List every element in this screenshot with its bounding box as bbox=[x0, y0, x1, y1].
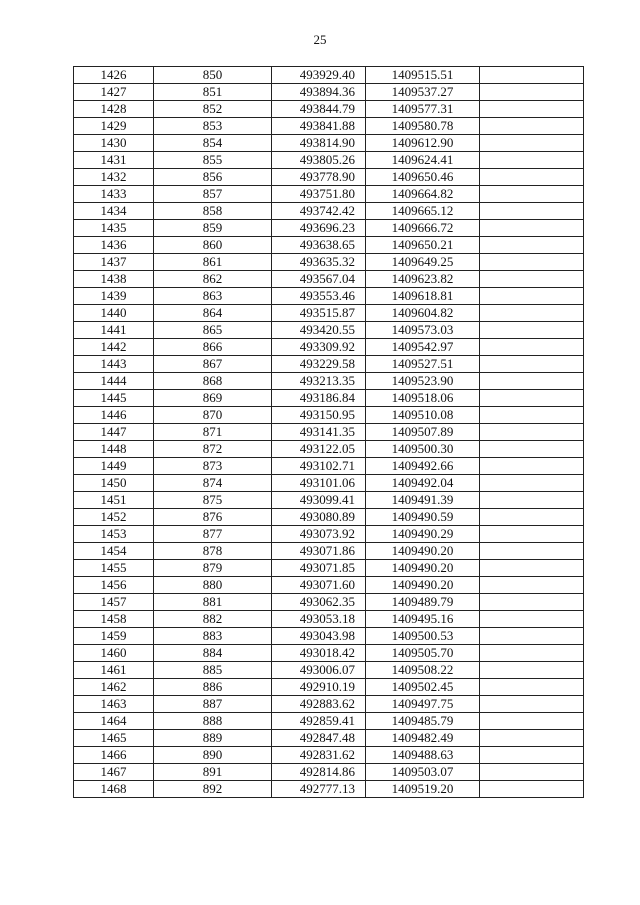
point-number-cell: 861 bbox=[154, 254, 272, 271]
y-coordinate-cell: 1409489.79 bbox=[366, 594, 480, 611]
row-index-cell: 1449 bbox=[74, 458, 154, 475]
x-coordinate-cell: 493053.18 bbox=[272, 611, 366, 628]
point-number-cell: 876 bbox=[154, 509, 272, 526]
empty-cell bbox=[480, 730, 584, 747]
y-coordinate-cell: 1409490.20 bbox=[366, 577, 480, 594]
row-index-cell: 1457 bbox=[74, 594, 154, 611]
table-row bbox=[74, 186, 584, 203]
y-coordinate-cell: 1409500.53 bbox=[366, 628, 480, 645]
empty-cell bbox=[480, 628, 584, 645]
empty-cell bbox=[480, 356, 584, 373]
y-coordinate-cell: 1409492.04 bbox=[366, 475, 480, 492]
empty-cell bbox=[480, 475, 584, 492]
point-number-cell: 881 bbox=[154, 594, 272, 611]
y-coordinate-cell: 1409490.20 bbox=[366, 560, 480, 577]
empty-cell bbox=[480, 254, 584, 271]
row-index-cell: 1460 bbox=[74, 645, 154, 662]
y-coordinate-cell: 1409515.51 bbox=[366, 67, 480, 84]
x-coordinate-cell: 492883.62 bbox=[272, 696, 366, 713]
row-index-cell: 1451 bbox=[74, 492, 154, 509]
y-coordinate-cell: 1409577.31 bbox=[366, 101, 480, 118]
table-row bbox=[74, 339, 584, 356]
y-coordinate-cell: 1409510.08 bbox=[366, 407, 480, 424]
point-number-cell: 873 bbox=[154, 458, 272, 475]
table-row bbox=[74, 594, 584, 611]
point-number-cell: 869 bbox=[154, 390, 272, 407]
row-index-cell: 1442 bbox=[74, 339, 154, 356]
point-number-cell: 892 bbox=[154, 781, 272, 798]
table-row bbox=[74, 509, 584, 526]
row-index-cell: 1429 bbox=[74, 118, 154, 135]
row-index-cell: 1453 bbox=[74, 526, 154, 543]
table-row bbox=[74, 543, 584, 560]
y-coordinate-cell: 1409650.46 bbox=[366, 169, 480, 186]
empty-cell bbox=[480, 203, 584, 220]
point-number-cell: 889 bbox=[154, 730, 272, 747]
point-number-cell: 868 bbox=[154, 373, 272, 390]
y-coordinate-cell: 1409664.82 bbox=[366, 186, 480, 203]
row-index-cell: 1450 bbox=[74, 475, 154, 492]
x-coordinate-cell: 493071.60 bbox=[272, 577, 366, 594]
empty-cell bbox=[480, 747, 584, 764]
row-index-cell: 1463 bbox=[74, 696, 154, 713]
empty-cell bbox=[480, 509, 584, 526]
row-index-cell: 1438 bbox=[74, 271, 154, 288]
empty-cell bbox=[480, 543, 584, 560]
y-coordinate-cell: 1409482.49 bbox=[366, 730, 480, 747]
x-coordinate-cell: 493101.06 bbox=[272, 475, 366, 492]
x-coordinate-cell: 492859.41 bbox=[272, 713, 366, 730]
x-coordinate-cell: 493841.88 bbox=[272, 118, 366, 135]
y-coordinate-cell: 1409490.29 bbox=[366, 526, 480, 543]
x-coordinate-cell: 493567.04 bbox=[272, 271, 366, 288]
empty-cell bbox=[480, 560, 584, 577]
y-coordinate-cell: 1409488.63 bbox=[366, 747, 480, 764]
table-row bbox=[74, 577, 584, 594]
point-number-cell: 850 bbox=[154, 67, 272, 84]
empty-cell bbox=[480, 781, 584, 798]
x-coordinate-cell: 493696.23 bbox=[272, 220, 366, 237]
empty-cell bbox=[480, 441, 584, 458]
row-index-cell: 1448 bbox=[74, 441, 154, 458]
x-coordinate-cell: 493635.32 bbox=[272, 254, 366, 271]
row-index-cell: 1433 bbox=[74, 186, 154, 203]
y-coordinate-cell: 1409485.79 bbox=[366, 713, 480, 730]
point-number-cell: 862 bbox=[154, 271, 272, 288]
table-row bbox=[74, 373, 584, 390]
row-index-cell: 1455 bbox=[74, 560, 154, 577]
empty-cell bbox=[480, 390, 584, 407]
row-index-cell: 1466 bbox=[74, 747, 154, 764]
y-coordinate-cell: 1409500.30 bbox=[366, 441, 480, 458]
x-coordinate-cell: 493742.42 bbox=[272, 203, 366, 220]
empty-cell bbox=[480, 186, 584, 203]
y-coordinate-cell: 1409497.75 bbox=[366, 696, 480, 713]
row-index-cell: 1434 bbox=[74, 203, 154, 220]
table-row bbox=[74, 152, 584, 169]
table-row bbox=[74, 713, 584, 730]
empty-cell bbox=[480, 67, 584, 84]
empty-cell bbox=[480, 271, 584, 288]
table-row bbox=[74, 254, 584, 271]
x-coordinate-cell: 493814.90 bbox=[272, 135, 366, 152]
point-number-cell: 859 bbox=[154, 220, 272, 237]
y-coordinate-cell: 1409612.90 bbox=[366, 135, 480, 152]
row-index-cell: 1447 bbox=[74, 424, 154, 441]
point-number-cell: 878 bbox=[154, 543, 272, 560]
x-coordinate-cell: 493929.40 bbox=[272, 67, 366, 84]
x-coordinate-cell: 493213.35 bbox=[272, 373, 366, 390]
row-index-cell: 1462 bbox=[74, 679, 154, 696]
point-number-cell: 851 bbox=[154, 84, 272, 101]
empty-cell bbox=[480, 492, 584, 509]
y-coordinate-cell: 1409490.20 bbox=[366, 543, 480, 560]
x-coordinate-cell: 493844.79 bbox=[272, 101, 366, 118]
row-index-cell: 1432 bbox=[74, 169, 154, 186]
y-coordinate-cell: 1409624.41 bbox=[366, 152, 480, 169]
x-coordinate-cell: 492847.48 bbox=[272, 730, 366, 747]
table-row bbox=[74, 611, 584, 628]
point-number-cell: 858 bbox=[154, 203, 272, 220]
row-index-cell: 1440 bbox=[74, 305, 154, 322]
table-row bbox=[74, 645, 584, 662]
row-index-cell: 1426 bbox=[74, 67, 154, 84]
table-row bbox=[74, 526, 584, 543]
empty-cell bbox=[480, 424, 584, 441]
row-index-cell: 1456 bbox=[74, 577, 154, 594]
table-row bbox=[74, 764, 584, 781]
row-index-cell: 1468 bbox=[74, 781, 154, 798]
table-row bbox=[74, 407, 584, 424]
y-coordinate-cell: 1409573.03 bbox=[366, 322, 480, 339]
table-row bbox=[74, 475, 584, 492]
x-coordinate-cell: 493150.95 bbox=[272, 407, 366, 424]
point-number-cell: 854 bbox=[154, 135, 272, 152]
point-number-cell: 853 bbox=[154, 118, 272, 135]
point-number-cell: 864 bbox=[154, 305, 272, 322]
table-row bbox=[74, 271, 584, 288]
point-number-cell: 877 bbox=[154, 526, 272, 543]
row-index-cell: 1459 bbox=[74, 628, 154, 645]
x-coordinate-cell: 493006.07 bbox=[272, 662, 366, 679]
table-row bbox=[74, 101, 584, 118]
point-number-cell: 882 bbox=[154, 611, 272, 628]
y-coordinate-cell: 1409503.07 bbox=[366, 764, 480, 781]
row-index-cell: 1441 bbox=[74, 322, 154, 339]
row-index-cell: 1467 bbox=[74, 764, 154, 781]
point-number-cell: 883 bbox=[154, 628, 272, 645]
point-number-cell: 860 bbox=[154, 237, 272, 254]
point-number-cell: 880 bbox=[154, 577, 272, 594]
empty-cell bbox=[480, 169, 584, 186]
table-row bbox=[74, 237, 584, 254]
row-index-cell: 1436 bbox=[74, 237, 154, 254]
empty-cell bbox=[480, 611, 584, 628]
y-coordinate-cell: 1409507.89 bbox=[366, 424, 480, 441]
empty-cell bbox=[480, 152, 584, 169]
x-coordinate-cell: 493553.46 bbox=[272, 288, 366, 305]
row-index-cell: 1461 bbox=[74, 662, 154, 679]
x-coordinate-cell: 493894.36 bbox=[272, 84, 366, 101]
point-number-cell: 865 bbox=[154, 322, 272, 339]
table-row bbox=[74, 203, 584, 220]
point-number-cell: 870 bbox=[154, 407, 272, 424]
y-coordinate-cell: 1409604.82 bbox=[366, 305, 480, 322]
page-number: 25 bbox=[313, 32, 327, 47]
y-coordinate-cell: 1409505.70 bbox=[366, 645, 480, 662]
empty-cell bbox=[480, 662, 584, 679]
coordinates-table bbox=[73, 66, 584, 798]
y-coordinate-cell: 1409650.21 bbox=[366, 237, 480, 254]
row-index-cell: 1454 bbox=[74, 543, 154, 560]
y-coordinate-cell: 1409527.51 bbox=[366, 356, 480, 373]
y-coordinate-cell: 1409580.78 bbox=[366, 118, 480, 135]
x-coordinate-cell: 493071.86 bbox=[272, 543, 366, 560]
x-coordinate-cell: 493122.05 bbox=[272, 441, 366, 458]
x-coordinate-cell: 492831.62 bbox=[272, 747, 366, 764]
point-number-cell: 857 bbox=[154, 186, 272, 203]
row-index-cell: 1427 bbox=[74, 84, 154, 101]
row-index-cell: 1437 bbox=[74, 254, 154, 271]
table-row bbox=[74, 305, 584, 322]
table-row bbox=[74, 628, 584, 645]
table-row bbox=[74, 118, 584, 135]
empty-cell bbox=[480, 135, 584, 152]
x-coordinate-cell: 493309.92 bbox=[272, 339, 366, 356]
empty-cell bbox=[480, 237, 584, 254]
table-row bbox=[74, 730, 584, 747]
empty-cell bbox=[480, 84, 584, 101]
table-row bbox=[74, 781, 584, 798]
y-coordinate-cell: 1409623.82 bbox=[366, 271, 480, 288]
point-number-cell: 872 bbox=[154, 441, 272, 458]
point-number-cell: 885 bbox=[154, 662, 272, 679]
point-number-cell: 863 bbox=[154, 288, 272, 305]
x-coordinate-cell: 492777.13 bbox=[272, 781, 366, 798]
table-row bbox=[74, 662, 584, 679]
y-coordinate-cell: 1409665.12 bbox=[366, 203, 480, 220]
y-coordinate-cell: 1409537.27 bbox=[366, 84, 480, 101]
y-coordinate-cell: 1409542.97 bbox=[366, 339, 480, 356]
empty-cell bbox=[480, 645, 584, 662]
table-row bbox=[74, 696, 584, 713]
y-coordinate-cell: 1409523.90 bbox=[366, 373, 480, 390]
row-index-cell: 1464 bbox=[74, 713, 154, 730]
y-coordinate-cell: 1409502.45 bbox=[366, 679, 480, 696]
empty-cell bbox=[480, 322, 584, 339]
y-coordinate-cell: 1409492.66 bbox=[366, 458, 480, 475]
point-number-cell: 855 bbox=[154, 152, 272, 169]
row-index-cell: 1435 bbox=[74, 220, 154, 237]
table-body bbox=[74, 67, 584, 798]
empty-cell bbox=[480, 373, 584, 390]
row-index-cell: 1430 bbox=[74, 135, 154, 152]
x-coordinate-cell: 493018.42 bbox=[272, 645, 366, 662]
y-coordinate-cell: 1409649.25 bbox=[366, 254, 480, 271]
x-coordinate-cell: 492814.86 bbox=[272, 764, 366, 781]
x-coordinate-cell: 493805.26 bbox=[272, 152, 366, 169]
table-row bbox=[74, 679, 584, 696]
point-number-cell: 886 bbox=[154, 679, 272, 696]
table-row bbox=[74, 441, 584, 458]
empty-cell bbox=[480, 526, 584, 543]
row-index-cell: 1452 bbox=[74, 509, 154, 526]
empty-cell bbox=[480, 458, 584, 475]
empty-cell bbox=[480, 118, 584, 135]
x-coordinate-cell: 493080.89 bbox=[272, 509, 366, 526]
table-row bbox=[74, 169, 584, 186]
table-row bbox=[74, 492, 584, 509]
empty-cell bbox=[480, 101, 584, 118]
point-number-cell: 852 bbox=[154, 101, 272, 118]
x-coordinate-cell: 493186.84 bbox=[272, 390, 366, 407]
table-row bbox=[74, 560, 584, 577]
table-row bbox=[74, 220, 584, 237]
table-row bbox=[74, 288, 584, 305]
empty-cell bbox=[480, 288, 584, 305]
table-row bbox=[74, 135, 584, 152]
point-number-cell: 874 bbox=[154, 475, 272, 492]
x-coordinate-cell: 493062.35 bbox=[272, 594, 366, 611]
x-coordinate-cell: 493515.87 bbox=[272, 305, 366, 322]
point-number-cell: 866 bbox=[154, 339, 272, 356]
x-coordinate-cell: 493751.80 bbox=[272, 186, 366, 203]
x-coordinate-cell: 493420.55 bbox=[272, 322, 366, 339]
empty-cell bbox=[480, 713, 584, 730]
table-row bbox=[74, 747, 584, 764]
x-coordinate-cell: 493778.90 bbox=[272, 169, 366, 186]
point-number-cell: 867 bbox=[154, 356, 272, 373]
row-index-cell: 1446 bbox=[74, 407, 154, 424]
x-coordinate-cell: 493141.35 bbox=[272, 424, 366, 441]
row-index-cell: 1439 bbox=[74, 288, 154, 305]
row-index-cell: 1444 bbox=[74, 373, 154, 390]
point-number-cell: 856 bbox=[154, 169, 272, 186]
x-coordinate-cell: 493638.65 bbox=[272, 237, 366, 254]
y-coordinate-cell: 1409495.16 bbox=[366, 611, 480, 628]
x-coordinate-cell: 493229.58 bbox=[272, 356, 366, 373]
table-row bbox=[74, 390, 584, 407]
y-coordinate-cell: 1409490.59 bbox=[366, 509, 480, 526]
table-row bbox=[74, 424, 584, 441]
point-number-cell: 871 bbox=[154, 424, 272, 441]
point-number-cell: 891 bbox=[154, 764, 272, 781]
y-coordinate-cell: 1409666.72 bbox=[366, 220, 480, 237]
x-coordinate-cell: 493073.92 bbox=[272, 526, 366, 543]
empty-cell bbox=[480, 594, 584, 611]
point-number-cell: 890 bbox=[154, 747, 272, 764]
table-row bbox=[74, 322, 584, 339]
empty-cell bbox=[480, 220, 584, 237]
y-coordinate-cell: 1409518.06 bbox=[366, 390, 480, 407]
table-row bbox=[74, 356, 584, 373]
point-number-cell: 888 bbox=[154, 713, 272, 730]
empty-cell bbox=[480, 764, 584, 781]
point-number-cell: 887 bbox=[154, 696, 272, 713]
row-index-cell: 1443 bbox=[74, 356, 154, 373]
point-number-cell: 884 bbox=[154, 645, 272, 662]
point-number-cell: 879 bbox=[154, 560, 272, 577]
empty-cell bbox=[480, 407, 584, 424]
point-number-cell: 875 bbox=[154, 492, 272, 509]
empty-cell bbox=[480, 339, 584, 356]
row-index-cell: 1445 bbox=[74, 390, 154, 407]
table-row bbox=[74, 84, 584, 101]
row-index-cell: 1428 bbox=[74, 101, 154, 118]
x-coordinate-cell: 493099.41 bbox=[272, 492, 366, 509]
empty-cell bbox=[480, 679, 584, 696]
x-coordinate-cell: 493043.98 bbox=[272, 628, 366, 645]
y-coordinate-cell: 1409491.39 bbox=[366, 492, 480, 509]
table-row bbox=[74, 67, 584, 84]
y-coordinate-cell: 1409618.81 bbox=[366, 288, 480, 305]
table-row bbox=[74, 458, 584, 475]
empty-cell bbox=[480, 577, 584, 594]
x-coordinate-cell: 492910.19 bbox=[272, 679, 366, 696]
x-coordinate-cell: 493071.85 bbox=[272, 560, 366, 577]
empty-cell bbox=[480, 696, 584, 713]
row-index-cell: 1458 bbox=[74, 611, 154, 628]
row-index-cell: 1431 bbox=[74, 152, 154, 169]
row-index-cell: 1465 bbox=[74, 730, 154, 747]
y-coordinate-cell: 1409519.20 bbox=[366, 781, 480, 798]
empty-cell bbox=[480, 305, 584, 322]
x-coordinate-cell: 493102.71 bbox=[272, 458, 366, 475]
y-coordinate-cell: 1409508.22 bbox=[366, 662, 480, 679]
